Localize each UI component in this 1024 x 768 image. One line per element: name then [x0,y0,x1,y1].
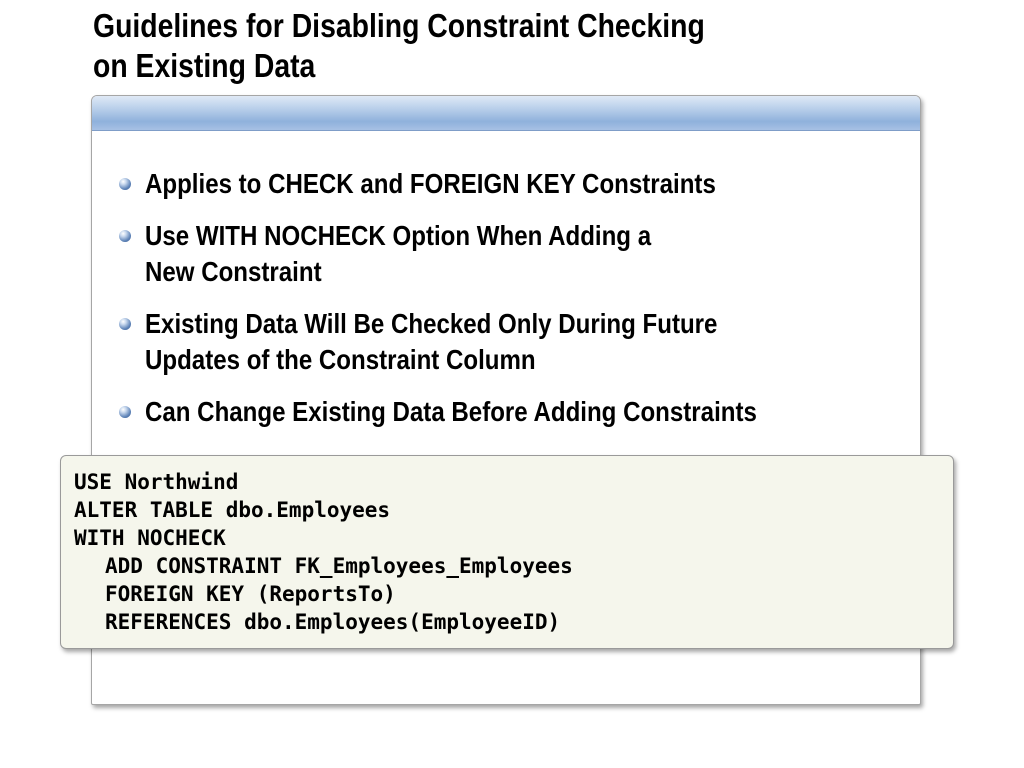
bullet-point-icon [119,178,131,190]
slide-title-line-1: Guidelines for Disabling Constraint Checking [93,7,705,44]
bullet-text-line: Existing Data Will Be Checked Only During Future [145,308,718,339]
code-line: REFERENCES dbo.Employees(EmployeeID) [105,610,561,634]
bullet-text-line: New Constraint [145,256,322,287]
bullet-point-icon [119,406,131,418]
slide-title [93,6,747,86]
bullet-text-line: Updates of the Constraint Column [145,344,536,375]
bullet-text-line: Applies to CHECK and FOREIGN KEY Constraints [145,168,716,199]
bullet-text [145,306,717,378]
code-line: USE Northwind [74,470,239,494]
bullet-text [145,394,757,430]
bullet-item [118,218,898,290]
code-line: ADD CONSTRAINT FK_Employees_Employees [105,554,573,578]
bullet-text [145,218,651,290]
code-line: WITH NOCHECK [74,526,226,550]
bullet-text-line: Can Change Existing Data Before Adding Constraints [145,396,757,427]
bullet-item [118,306,898,378]
bullet-point-icon [119,230,131,242]
bullet-text-line: Use WITH NOCHECK Option When Adding a [145,220,652,251]
bullet-text [145,166,716,202]
bullet-point-icon [119,318,131,330]
panel-header-bar [92,96,920,131]
code-line: FOREIGN KEY (ReportsTo) [105,582,396,606]
code-example-box [60,455,954,649]
code-line: ALTER TABLE dbo.Employees [74,498,391,522]
bullet-item [118,166,898,202]
bullet-item [118,394,898,430]
slide-title-line-2: on Existing Data [93,47,316,84]
bullet-list [118,166,898,446]
